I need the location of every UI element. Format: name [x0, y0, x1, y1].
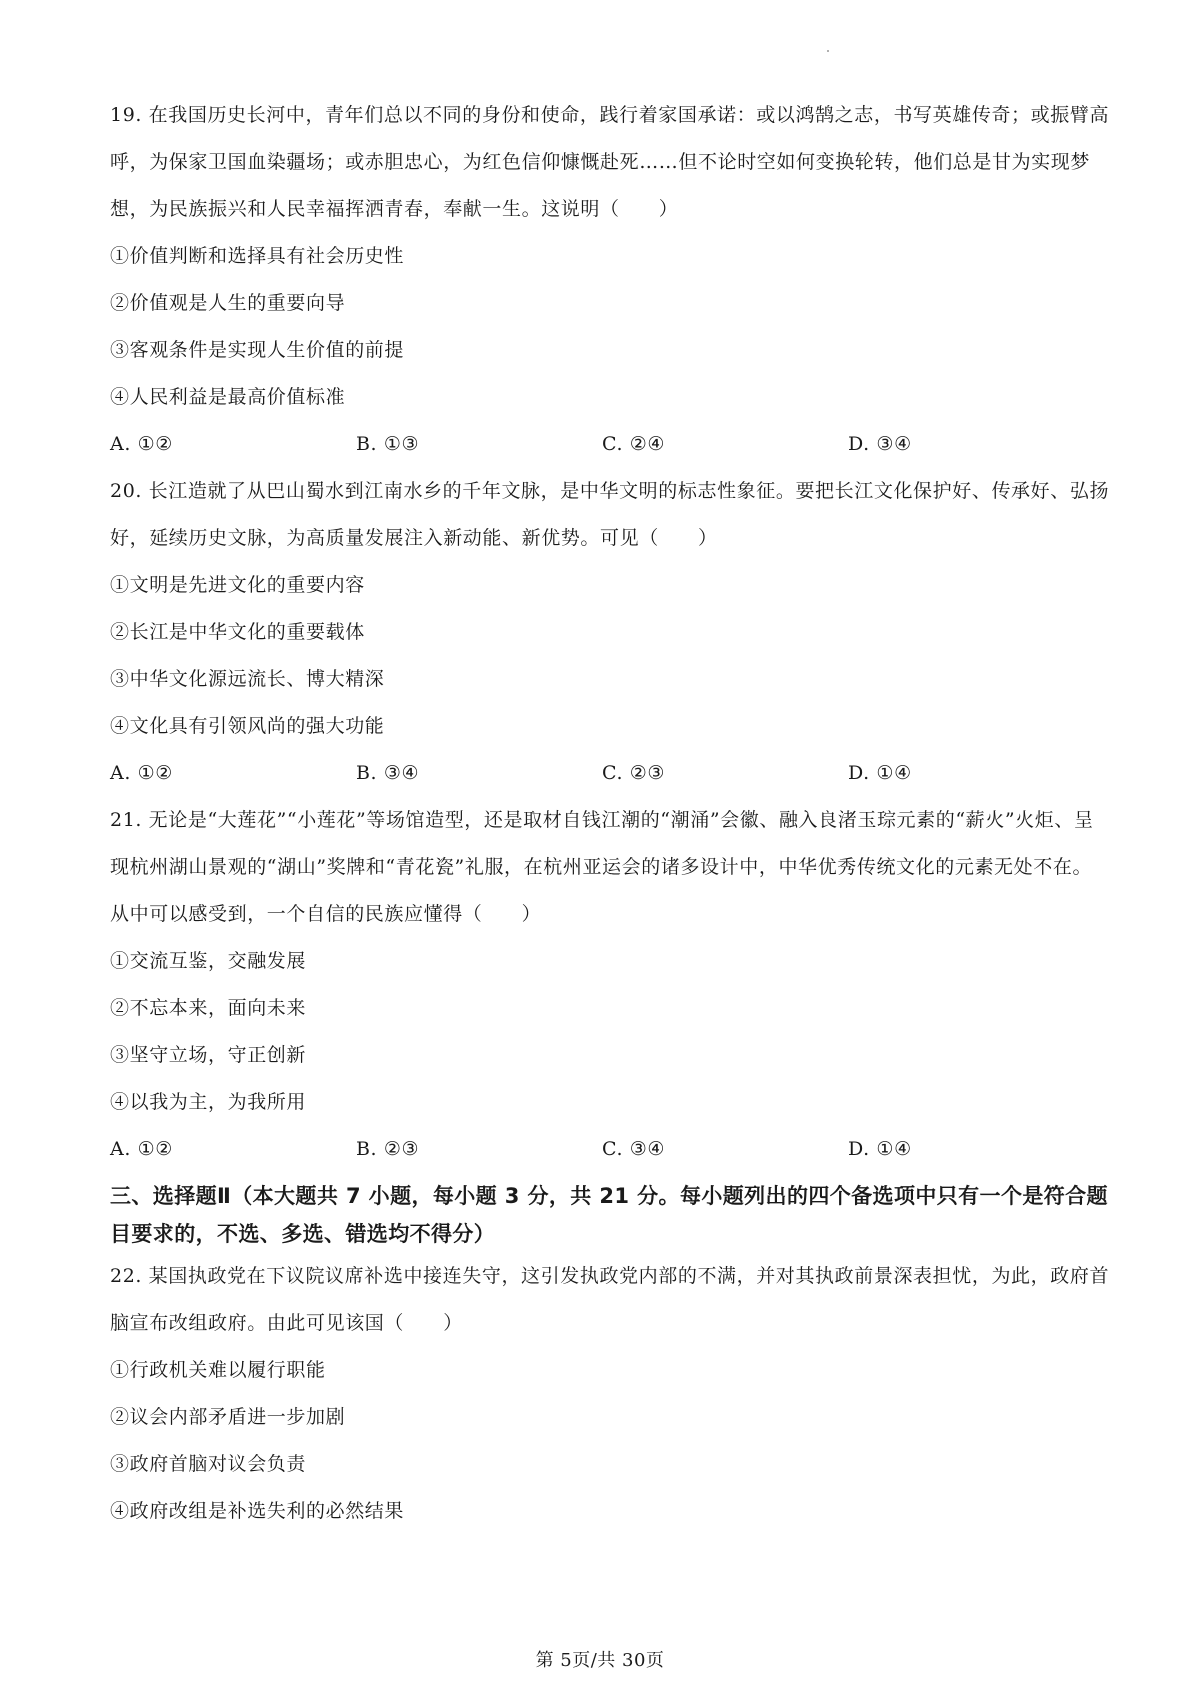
- answer-choices: [110, 421, 1110, 468]
- choice-d: D. ③④: [848, 433, 912, 455]
- question-20: [110, 468, 1110, 797]
- question-stem: 19. 在我国历史长河中，青年们总以不同的身份和使命，践行着家国承诺：或以鸿鹄之志，书写英雄传奇；或振臂高呼，为保家卫国血染疆场；或赤胆忠心，为红色信仰慷慨赴死……但不论时空如何变换轮转，他们总是甘为实现梦想，为民族振兴和人民幸福挥洒青春，奉献一生。这说明（ ）: [110, 104, 1110, 220]
- question-stem: 20. 长江造就了从巴山蜀水到江南水乡的千年文脉，是中华文明的标志性象征。要把长江文化保护好、传承好、弘扬好，延续历史文脉，为高质量发展注入新动能、新优势。可见（ ）: [110, 480, 1110, 549]
- answer-choices: [110, 750, 1110, 797]
- choice-c: C. ②③: [602, 762, 666, 784]
- statement-option: ③政府首脑对议会负责: [110, 1453, 307, 1475]
- statement-option: ①价值判断和选择具有社会历史性: [110, 245, 405, 267]
- statement-option: ②议会内部矛盾进一步加剧: [110, 1406, 346, 1428]
- statement-option: ④人民利益是最高价值标准: [110, 386, 346, 408]
- statement-option: ②不忘本来，面向未来: [110, 997, 307, 1019]
- statement-option: ④以我为主，为我所用: [110, 1091, 307, 1113]
- choice-a: A. ①②: [110, 433, 173, 455]
- statement-option: ④文化具有引领风尚的强大功能: [110, 715, 385, 737]
- statement-option: ②长江是中华文化的重要载体: [110, 621, 365, 643]
- statement-option: ③中华文化源远流长、博大精深: [110, 668, 385, 690]
- choice-d: D. ①④: [848, 1138, 912, 1160]
- question-19: [110, 92, 1110, 468]
- question-stem: 21. 无论是“大莲花”“小莲花”等场馆造型，还是取材自钱江潮的“潮涌”会徽、融入良渚玉琮元素的“薪火”火炬、呈现杭州湖山景观的“湖山”奖牌和“青花瓷”礼服，在杭州亚运会的诸多设计中，中华优秀传统文化的元素无处不在。从中可以感受到，一个自信的民族应懂得（ ）: [110, 809, 1094, 925]
- question-22: [110, 1253, 1110, 1535]
- statement-option: ③客观条件是实现人生价值的前提: [110, 339, 405, 361]
- choice-b: B. ③④: [356, 762, 420, 784]
- choice-d: D. ①④: [848, 762, 912, 784]
- choice-a: A. ①②: [110, 762, 173, 784]
- statement-option: ①行政机关难以履行职能: [110, 1359, 326, 1381]
- choice-b: B. ②③: [356, 1138, 420, 1160]
- exam-page: [110, 92, 1110, 1535]
- choice-b: B. ①③: [356, 433, 420, 455]
- statement-option: ①交流互鉴，交融发展: [110, 950, 307, 972]
- statement-option: ②价值观是人生的重要向导: [110, 292, 346, 314]
- answer-choices: [110, 1126, 1110, 1173]
- statement-option: ④政府改组是补选失利的必然结果: [110, 1500, 405, 1522]
- question-stem: 22. 某国执政党在下议院议席补选中接连失守，这引发执政党内部的不满，并对其执政前景深表担忧，为此，政府首脑宣布改组政府。由此可见该国（ ）: [110, 1265, 1110, 1334]
- statement-option: ①文明是先进文化的重要内容: [110, 574, 365, 596]
- choice-c: C. ②④: [602, 433, 666, 455]
- section-heading: 三、选择题Ⅱ（本大题共 7 小题，每小题 3 分，共 21 分。每小题列出的四个备选项中只有一个是符合题目要求的，不选、多选、错选均不得分）: [110, 1184, 1108, 1246]
- page-number: 第 5页/共 30页: [535, 1650, 665, 1671]
- choice-a: A. ①②: [110, 1138, 173, 1160]
- choice-c: C. ③④: [602, 1138, 666, 1160]
- question-21: [110, 797, 1110, 1173]
- statement-option: ③坚守立场，守正创新: [110, 1044, 307, 1066]
- scan-dot: [827, 50, 829, 52]
